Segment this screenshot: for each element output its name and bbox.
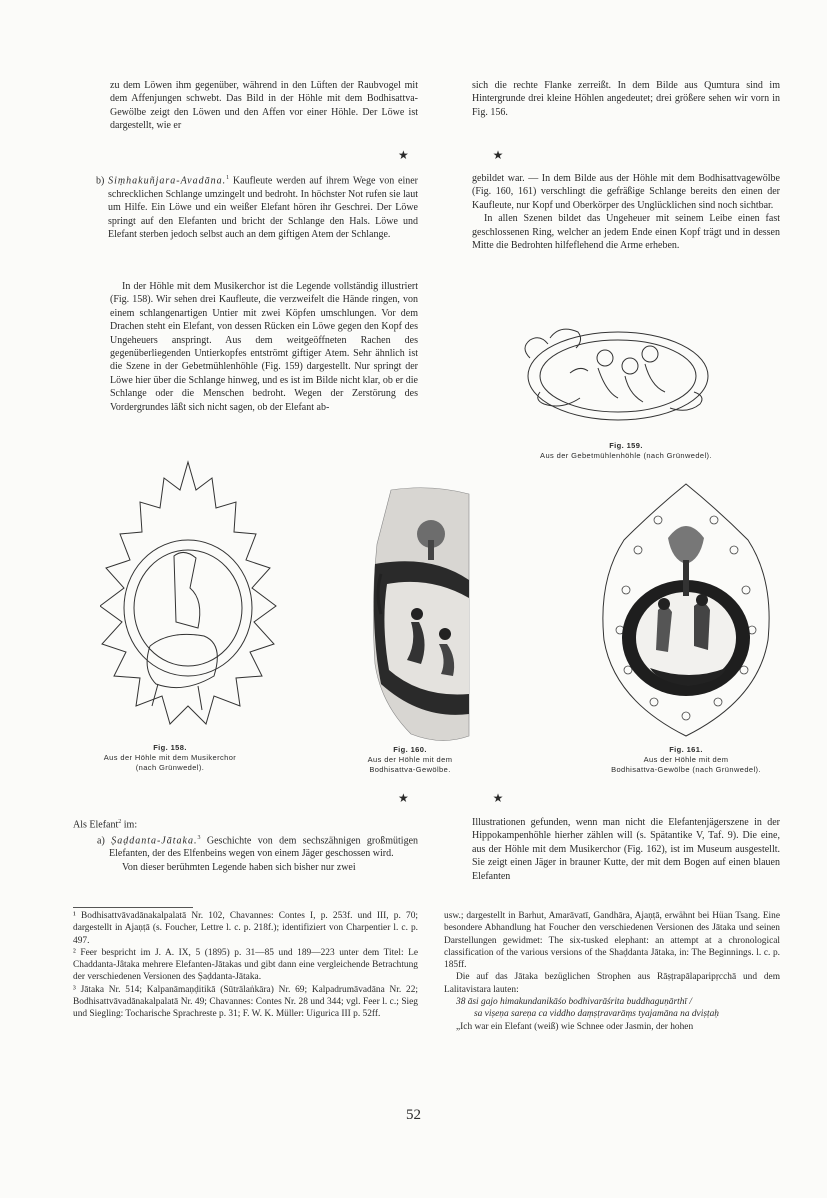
section-divider-stars: ★ ★ — [398, 148, 544, 162]
figure-number: Fig. 159. — [609, 441, 643, 450]
section-b-label: b) — [96, 175, 105, 187]
paragraph: In der Höhle mit dem Musikerchor ist die Legende vollständig illustriert (Fig. 158). Wir sehen drei Kaufleute, die verzweifelt die Hände ringen, von einem schlangenartigen Untier mit zwei Köpfen umschlungen. Vor dem Drachen steht ein Elefant, von dessen Rücken ein Löwe gegen den Kopf des Ungeheuers anspringt. Aus dem weitgeöffneten Rachen des gegenüberliegenden Untierkopfes entströmt giftiger Atem. Sehr ähnlich ist die Szene in der Gebetmühlenhöhle (Fig. 159) dargestellt. Nur springt der Löwe hier über die Schlange hinweg, und es ist im Bilde nicht klar, ob er die Schlange oder die Menschen bedroht. Wegen der Zerstörung des Vordergrundes läßt sich nicht sagen, ob der Elefant ab- — [110, 281, 418, 413]
caption-line: Aus der Höhle mit dem Musikerchor — [103, 753, 237, 762]
footnote: ¹ Bodhisattvāvadānakalpalatā Nr. 102, Chavannes: Contes I, p. 253f. und III, p. 70; dargestellt in Ajaṇṭā (s. Foucher, Lettre l. c. p. 218f.); identifiziert von Charpentier l. c. p. 497. — [73, 911, 418, 946]
section-divider-stars: ★ ★ — [398, 791, 544, 805]
figure-158 — [100, 456, 290, 741]
figure-161-caption — [580, 745, 792, 775]
verse-line: 38 āsi gajo himakundanikāśo bodhivarāśrita buddhaguṇārthī / — [456, 997, 692, 1008]
footnote-ref: 3 — [197, 834, 201, 841]
translation-line: „Ich war ein Elefant (weiß) wie Schnee oder Jasmin, der hohen — [456, 1021, 694, 1032]
caption-line: Bodhisattva-Gewölbe. — [369, 765, 451, 774]
paragraph: In allen Szenen bildet das Ungeheuer mit seinem Leibe einen fast geschlossenen Ring, welcher an jedem Ende einen Kopf trägt und in dessen Mitte die Bedrohten hilfeflehend die Arme erheben. — [472, 213, 780, 252]
paragraph: Illustrationen gefunden, wenn man nicht die Elefantenjägerszene in der Hippokampenhöhle hierher zählen will (s. Spätantike V, Taf. 9). Die eine, aus der Höhle mit dem Musikerchor (Fig. 162), ist im Museum ausgestellt. Sie zeigt einen Jäger in brauner Kutte, der mit dem Bogen auf einen blauen Elefanten — [472, 817, 780, 882]
left-column-section-b — [96, 172, 418, 241]
footnote: ² Feer bespricht im J. A. IX, 5 (1895) p. 31—85 und 189—223 unter dem Titel: Le Chaddanta-Jâtaka mehrere Elefanten-Jātakas und gibt dann eine vergleichende Betrachtung der verschiedenen Versionen des Ṣaḍdanta-Jātaka. — [73, 947, 418, 983]
figure-161 — [598, 480, 774, 740]
footnotes-right — [444, 910, 780, 1033]
right-column-middle — [472, 172, 780, 252]
elefant-intro: Als Elefant$^2$ im: — [73, 819, 138, 831]
footnote: Die auf das Jātaka bezüglichen Strophen aus Rāṣṭrapālaparipṛcchā und dem Lalitavistara lauten: — [444, 972, 780, 995]
section-a-paragraph — [73, 832, 418, 861]
section-b-text: Kaufleute werden auf ihrem Wege von einer schrecklichen Schlange umzingelt und bedroht. In höchster Not rufen sie laut um Hilfe. Ein Löwe und ein weißer Elefant hören ihr Geschrei. Der Löwe springt auf den Elefanten und bricht der Schlange den Hals. Löwe und Elefant sterben jedoch selbst auch an dem giftigen Atem der Schlange. — [108, 175, 419, 240]
right-column-top — [472, 79, 780, 119]
figure-number: Fig. 160. — [393, 745, 427, 754]
footnote-rule — [73, 907, 193, 908]
footnote-ref: 1 — [226, 175, 230, 181]
serpent-ring-drawing — [510, 318, 720, 436]
fresco-fragment-photo — [371, 484, 471, 746]
figure-number: Fig. 161. — [669, 745, 703, 754]
section-a-label: a) — [97, 835, 105, 847]
bodhisattva-vault-drawing — [598, 480, 774, 740]
figure-159-caption — [472, 441, 780, 461]
right-column-bottom — [472, 816, 780, 883]
paragraph: zu dem Löwen ihm gegenüber, während in den Lüften der Raubvogel mit dem Affenjungen schwebt. Das Bild in der Höhle mit dem Bodhisattva-Gewölbe zeigt den Löwen und den Affen vor einer Höhle. Der Löwe ist dargestellt, wie er — [110, 80, 418, 132]
caption-line: Bodhisattva-Gewölbe (nach Grünwedel). — [611, 765, 761, 774]
section-b-title: Siṃhakuñjara-Avadāna. — [108, 175, 227, 187]
page-number: 52 — [406, 1107, 421, 1123]
figure-160-caption — [345, 745, 475, 775]
caption-text: Aus der Gebetmühlenhöhle (nach Grünwedel). — [540, 451, 712, 460]
paragraph: Von dieser berühmten Legende haben sich bisher nur zwei — [122, 861, 356, 873]
footnote: ³ Jātaka Nr. 514; Kalpanāmaṇḍitikā (Sūtrālaṅkāra) Nr. 69; Kalpadrumāvadāna Nr. 22; Bodhisattvāvadānakalpalatā Nr. 49; Chavannes: Contes Nr. 28 und 344; vgl. Feer l. c.; Sieg und Siegling: Tocharische Sprachreste p. 31; F. W. K. Müller: Uigurica III p. 52ff. — [73, 984, 418, 1020]
flame-mandorla-drawing — [100, 456, 290, 741]
footnote: usw.; dargestellt in Barhut, Amarāvatī, Gandhāra, Ajaṇṭā, erwähnt bei Hüan Tsang. Eine besondere Abhandlung hat Foucher den verschiedenen Versionen des Jātaka und seinen Darstellungen gewidmet: The six-tusked elephant: an attempt at a chronological classification of the various versions of the Shaḍdanta Jātaka, in: The Beginnings. l. c. p. 185ff. — [444, 911, 780, 971]
paragraph: sich die rechte Flanke zerreißt. In dem Bilde aus Qumtura sind im Hintergrunde drei kleine Höhlen angedeutet; drei größere sehen wir vorn in Fig. 156. — [472, 80, 780, 118]
figure-159 — [510, 318, 720, 436]
section-a-title: Ṣaḍdanta-Jātaka. — [111, 835, 198, 847]
caption-line: Aus der Höhle mit dem — [643, 755, 729, 764]
caption-line: (nach Grünwedel). — [135, 763, 205, 772]
caption-line: Aus der Höhle mit dem — [367, 755, 453, 764]
verse-line: sa viṣeṇa sareṇa ca viddho daṃṣṭravarāṃs tyajamāna na dviṣṭaḥ — [474, 1009, 719, 1020]
figure-158-caption — [80, 743, 260, 773]
left-column-bottom — [73, 816, 418, 874]
section-a-text: Geschichte von dem sechszähnigen großmütigen Elefanten, der des Elfenbeins wegen von einem Jäger geschossen wird. — [109, 835, 419, 860]
footnotes-left — [73, 910, 418, 1021]
section-b-paragraph — [96, 172, 418, 241]
left-column-top — [110, 79, 418, 133]
figure-160 — [371, 484, 471, 746]
paragraph: gebildet war. — In dem Bilde aus der Höhle mit dem Bodhisattvagewölbe (Fig. 160, 161) verschlingt die gefräßige Schlange bereits den einen der Kaufleute, nur Kopf und Oberkörper des Unglücklichen sind noch sichtbar. — [472, 173, 780, 211]
left-column-p2 — [110, 280, 418, 414]
figure-number: Fig. 158. — [153, 743, 187, 752]
